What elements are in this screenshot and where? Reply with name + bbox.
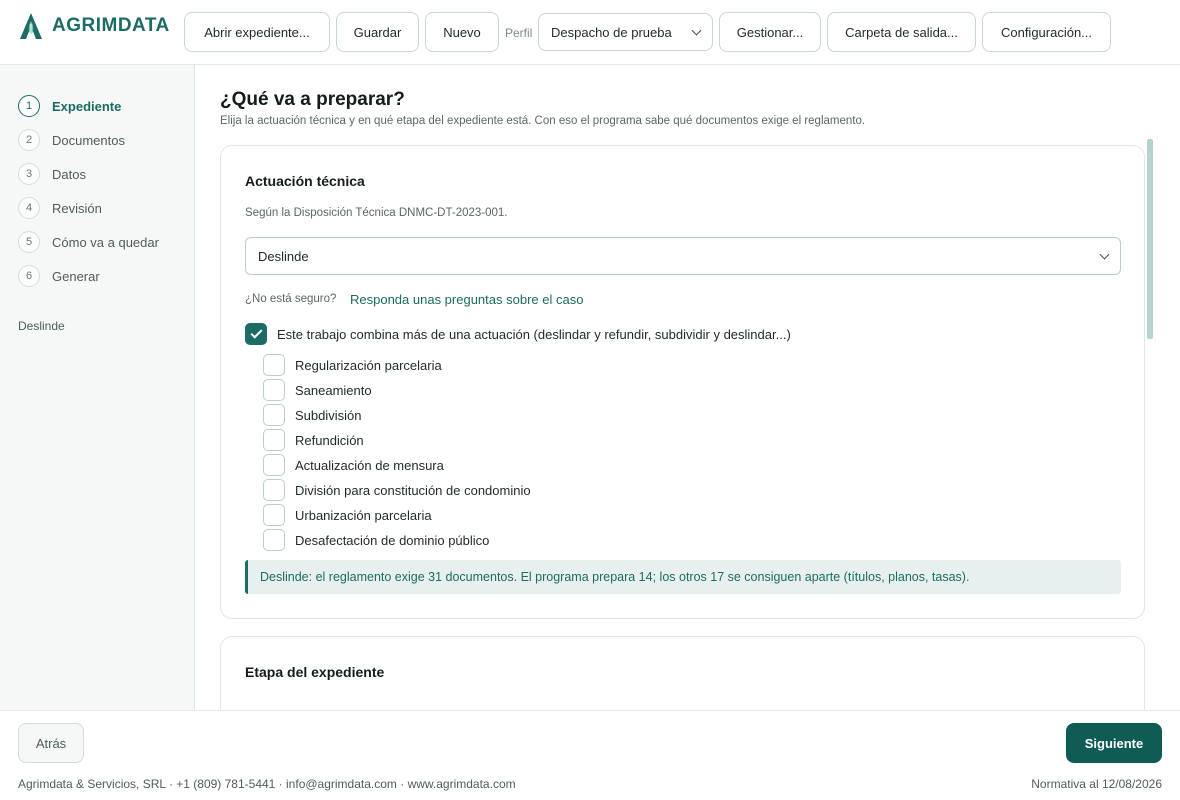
- profile-select-value: Despacho de prueba: [551, 24, 672, 40]
- option-division-condominio[interactable]: [263, 479, 531, 501]
- step-como-va-a-quedar[interactable]: [18, 231, 159, 253]
- combine-checkbox[interactable]: [245, 323, 267, 345]
- combine-label: Este trabajo combina más de una actuación (deslindar y refundir, subdividir y deslindar...): [277, 326, 791, 342]
- profile-label: Perfil: [505, 26, 533, 40]
- step-generar[interactable]: [18, 265, 100, 287]
- step-label: Expediente: [52, 98, 122, 114]
- agrimdata-logo-icon: [18, 12, 44, 40]
- option-label: Saneamiento: [295, 382, 372, 398]
- step-label: Datos: [52, 166, 86, 182]
- current-actuacion-tag: Deslinde: [18, 319, 65, 333]
- logo-text: AGRIMDATA: [52, 15, 170, 36]
- scrollbar-thumb[interactable]: [1147, 139, 1153, 339]
- back-button[interactable]: Atrás: [18, 723, 84, 763]
- step-number: 2: [18, 129, 40, 151]
- company-contact: Agrimdata & Servicios, SRL · +1 (809) 781-5441 · info@agrimdata.com · www.agrimdata.com: [18, 777, 516, 791]
- app-logo: [18, 12, 170, 40]
- option-label: Desafectación de dominio público: [295, 532, 490, 548]
- etapa-card: [220, 636, 1145, 710]
- check-icon: [250, 327, 262, 339]
- option-label: Refundición: [295, 432, 364, 448]
- step-revision[interactable]: [18, 197, 102, 219]
- option-actualizacion-mensura[interactable]: [263, 454, 444, 476]
- card-subtitle: Según la Disposición Técnica DNMC-DT-2023-001.: [245, 207, 508, 219]
- next-button[interactable]: Siguiente: [1066, 723, 1162, 763]
- step-number: 6: [18, 265, 40, 287]
- option-checkbox[interactable]: [263, 529, 285, 551]
- steps-sidebar: [0, 65, 195, 710]
- option-checkbox[interactable]: [263, 504, 285, 526]
- profile-select[interactable]: [538, 13, 713, 51]
- step-datos[interactable]: [18, 163, 86, 185]
- top-toolbar: [0, 0, 1180, 65]
- option-regularizacion[interactable]: [263, 354, 442, 376]
- option-checkbox[interactable]: [263, 454, 285, 476]
- unsure-label: ¿No está seguro?: [245, 293, 337, 305]
- option-checkbox[interactable]: [263, 379, 285, 401]
- step-number: 5: [18, 231, 40, 253]
- chevron-down-icon: [692, 26, 702, 36]
- questionnaire-link[interactable]: Responda unas preguntas sobre el caso: [350, 292, 584, 307]
- output-folder-button[interactable]: Carpeta de salida...: [827, 12, 976, 52]
- documents-info-note: Deslinde: el reglamento exige 31 documentos. El programa prepara 14; los otros 17 se consiguen aparte (títulos, planos, tasas).: [245, 560, 1121, 594]
- card-title: Etapa del expediente: [245, 664, 385, 680]
- actuacion-select[interactable]: [245, 237, 1121, 275]
- page-title: ¿Qué va a preparar?: [220, 89, 405, 110]
- normativa-date: Normativa al 12/08/2026: [1031, 777, 1162, 791]
- card-title: Actuación técnica: [245, 173, 365, 189]
- settings-button[interactable]: Configuración...: [982, 12, 1111, 52]
- option-desafectacion[interactable]: [263, 529, 489, 551]
- step-expediente[interactable]: [18, 95, 121, 117]
- step-label: Revisión: [52, 200, 102, 216]
- option-label: Regularización parcelaria: [295, 357, 442, 373]
- option-checkbox[interactable]: [263, 354, 285, 376]
- main-content: [196, 65, 1180, 710]
- step-label: Generar: [52, 268, 100, 284]
- manage-button[interactable]: Gestionar...: [719, 12, 821, 52]
- footer: [0, 710, 1180, 800]
- option-urbanizacion[interactable]: [263, 504, 432, 526]
- actuacion-select-value: Deslinde: [258, 248, 309, 264]
- step-number: 1: [18, 95, 40, 117]
- step-number: 4: [18, 197, 40, 219]
- option-label: Subdivisión: [295, 407, 362, 423]
- open-file-button[interactable]: Abrir expediente...: [184, 12, 330, 52]
- option-label: División para constitución de condominio: [295, 482, 531, 498]
- option-saneamiento[interactable]: [263, 379, 372, 401]
- option-label: Urbanización parcelaria: [295, 507, 432, 523]
- combine-actuaciones-checkbox-row[interactable]: [245, 323, 791, 345]
- step-number: 3: [18, 163, 40, 185]
- option-checkbox[interactable]: [263, 479, 285, 501]
- option-subdivision[interactable]: [263, 404, 362, 426]
- step-label: Documentos: [52, 132, 125, 148]
- page-subtitle: Elija la actuación técnica y en qué etapa del expediente está. Con eso el programa sabe qué documentos exige el reglamento.: [220, 115, 866, 127]
- option-refundicion[interactable]: [263, 429, 364, 451]
- new-button[interactable]: Nuevo: [425, 12, 499, 52]
- save-button[interactable]: Guardar: [336, 12, 419, 52]
- step-label: Cómo va a quedar: [52, 234, 159, 250]
- option-checkbox[interactable]: [263, 404, 285, 426]
- option-checkbox[interactable]: [263, 429, 285, 451]
- step-documentos[interactable]: [18, 129, 125, 151]
- actuacion-card: [220, 145, 1145, 619]
- option-label: Actualización de mensura: [295, 457, 444, 473]
- chevron-down-icon: [1100, 250, 1110, 260]
